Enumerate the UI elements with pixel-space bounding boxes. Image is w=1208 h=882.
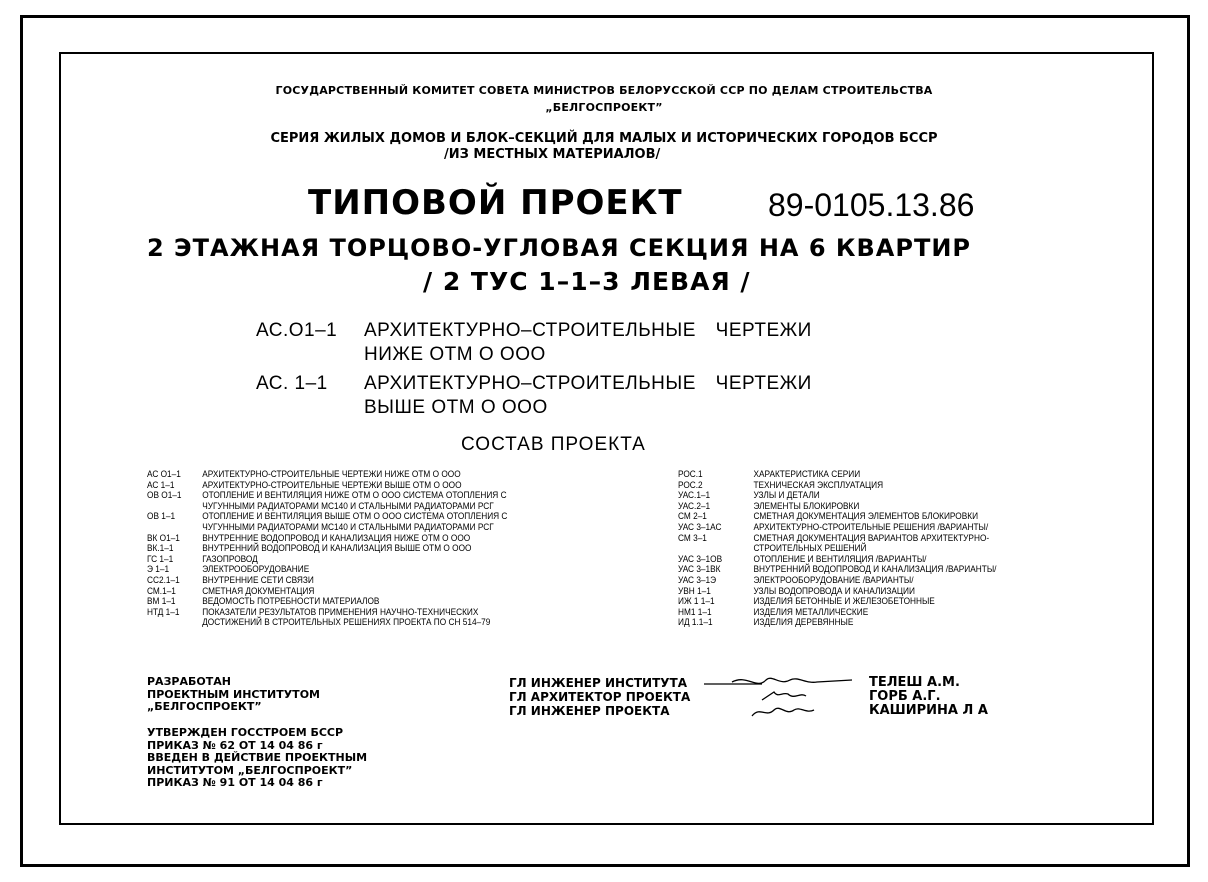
list-item: Э 1–1 ЭЛЕКТРООБОРУДОВАНИЕ	[147, 564, 310, 575]
list-item: ОВ О1–1 ОТОПЛЕНИЕ И ВЕНТИЛЯЦИЯ НИЖЕ ОТМ О ООО СИСТЕМА ОТОПЛЕНИЯ С	[147, 490, 507, 501]
list-item: ВМ 1–1 ВЕДОМОСТЬ ПОТРЕБНОСТИ МАТЕРИАЛОВ	[147, 596, 380, 607]
list-item: УАС 3–1Э ЭЛЕКТРООБОРУДОВАНИЕ /ВАРИАНТЫ/	[678, 574, 914, 585]
composition-heading: СОСТАВ ПРОЕКТА	[461, 434, 646, 455]
list-item: ИД 1.1–1 ИЗДЕЛИЯ ДЕРЕВЯННЫЕ	[678, 617, 854, 628]
list-item: УАС 3–1ВК ВНУТРЕННИЙ ВОДОПРОВОД И КАНАЛИЗАЦИЯ /ВАРИАНТЫ/	[678, 564, 997, 575]
list-item: АС 1–1 АРХИТЕКТУРНО-СТРОИТЕЛЬНЫЕ ЧЕРТЕЖИ ВЫШЕ ОТМ О ООО	[147, 479, 462, 490]
list-item: ОВ 1–1 ОТОПЛЕНИЕ И ВЕНТИЛЯЦИЯ ВЫШЕ ОТМ О ООО СИСТЕМА ОТОПЛЕНИЯ С	[147, 511, 508, 522]
list-item: УАС 3–1ОВ ОТОПЛЕНИЕ И ВЕНТИЛЯЦИЯ /ВАРИАНТЫ/	[678, 553, 927, 564]
subtitle-1: 2 ЭТАЖНАЯ ТОРЦОВО-УГЛОВАЯ СЕКЦИЯ НА 6 КВАРТИР	[147, 234, 972, 262]
list-item: СС2.1–1 ВНУТРЕННИЕ СЕТИ СВЯЗИ	[147, 574, 314, 585]
list-item: СТРОИТЕЛЬНЫХ РЕШЕНИЙ	[753, 543, 867, 554]
list-item: ВК О1–1 ВНУТРЕННИЕ ВОДОПРОВОД И КАНАЛИЗАЦИЯ НИЖЕ ОТМ О ООО	[147, 532, 471, 543]
subtitle-2: / 2 ТУС 1–1–3 ЛЕВАЯ /	[423, 267, 751, 296]
approval-block: УТВЕРЖДЕН ГОССТРОЕМ БССР ПРИКАЗ № 62 ОТ 14 04 86 г ВВЕДЕН В ДЕЙСТВИЕ ПРОЕКТНЫМ ИНСТИТУТОМ „БЕЛГОСПРОЕКТ” ПРИКАЗ № 91 ОТ 14 04 86 г	[147, 726, 368, 789]
committee-line: ГОСУДАРСТВЕННЫЙ КОМИТЕТ СОВЕТА МИНИСТРОВ БЕЛОРУССКОЙ ССР ПО ДЕЛАМ СТРОИТЕЛЬСТВА	[275, 84, 933, 97]
list-item: УАС 3–1АС АРХИТЕКТУРНО-СТРОИТЕЛЬНЫЕ РЕШЕНИЯ /ВАРИАНТЫ/	[678, 521, 989, 532]
list-item: ВК.1–1 ВНУТРЕННИЙ ВОДОПРОВОД И КАНАЛИЗАЦИЯ ВЫШЕ ОТМ О ООО	[147, 543, 472, 554]
volume-2-code: АС. 1–1	[256, 373, 328, 394]
list-item: ИЖ 1 1–1 ИЗДЕЛИЯ БЕТОННЫЕ И ЖЕЛЕЗОБЕТОННЫЕ	[678, 596, 935, 607]
volume-2-title: АРХИТЕКТУРНО–СТРОИТЕЛЬНЫЕ ЧЕРТЕЖИ	[364, 373, 812, 394]
volume-2-subtitle: ВЫШЕ ОТМ О ООО	[364, 397, 548, 418]
list-item: ДОСТИЖЕНИЙ В СТРОИТЕЛЬНЫХ РЕШЕНИЯХ ПРОЕКТА ПО СН 514–79	[202, 617, 491, 628]
list-item: АС О1–1 АРХИТЕКТУРНО-СТРОИТЕЛЬНЫЕ ЧЕРТЕЖИ НИЖЕ ОТМ О ООО	[147, 469, 461, 479]
volume-1-code: АС.О1–1	[256, 320, 338, 341]
title-label: ТИПОВОЙ ПРОЕКТ	[308, 183, 683, 223]
signatory-roles: ГЛ ИНЖЕНЕР ИНСТИТУТА ГЛ АРХИТЕКТОР ПРОЕКТА ГЛ ИНЖЕНЕР ПРОЕКТА	[509, 676, 691, 718]
list-item: СМ 3–1 СМЕТНАЯ ДОКУМЕНТАЦИЯ ВАРИАНТОВ АРХИТЕКТУРНО-	[678, 532, 990, 543]
list-item: НМ1 1–1 ИЗДЕЛИЯ МЕТАЛЛИЧЕСКИЕ	[678, 606, 869, 617]
signatures-drawing	[702, 670, 862, 722]
list-item: РОС.2 ТЕХНИЧЕСКАЯ ЭКСПЛУАТАЦИЯ	[678, 479, 884, 490]
list-item: УАС.2–1 ЭЛЕМЕНТЫ БЛОКИРОВКИ	[678, 500, 860, 511]
series-line-1: СЕРИЯ ЖИЛЫХ ДОМОВ И БЛОК–СЕКЦИЙ ДЛЯ МАЛЫХ И ИСТОРИЧЕСКИХ ГОРОДОВ БССР	[270, 131, 938, 146]
list-item: ГС 1–1 ГАЗОПРОВОД	[147, 553, 258, 564]
list-item: УВН 1–1 УЗЛЫ ВОДОПРОВОДА И КАНАЛИЗАЦИИ	[678, 585, 915, 596]
composition-left-list	[147, 469, 507, 628]
list-item: СМ.1–1 СМЕТНАЯ ДОКУМЕНТАЦИЯ	[147, 585, 315, 596]
project-number: 89-0105.13.86	[768, 187, 975, 223]
developer-block: РАЗРАБОТАН ПРОЕКТНЫМ ИНСТИТУТОМ „БЕЛГОСПРОЕКТ”	[147, 675, 320, 713]
composition-right-list	[678, 469, 996, 628]
list-item: СМ 2–1 СМЕТНАЯ ДОКУМЕНТАЦИЯ ЭЛЕМЕНТОВ БЛОКИРОВКИ	[678, 511, 979, 522]
institute-line: „БЕЛГОСПРОЕКТ”	[545, 101, 663, 114]
list-item: УАС.1–1 УЗЛЫ И ДЕТАЛИ	[678, 490, 820, 501]
volume-1-title: АРХИТЕКТУРНО–СТРОИТЕЛЬНЫЕ ЧЕРТЕЖИ	[364, 320, 812, 341]
series-line-2: /ИЗ МЕСТНЫХ МАТЕРИАЛОВ/	[444, 147, 661, 162]
list-item: НТД 1–1 ПОКАЗАТЕЛИ РЕЗУЛЬТАТОВ ПРИМЕНЕНИЯ НАУЧНО-ТЕХНИЧЕСКИХ	[147, 606, 479, 617]
list-item: ЧУГУННЫМИ РАДИАТОРАМИ МС140 И СТАЛЬНЫМИ РАДИАТОРАМИ РСГ	[202, 521, 494, 532]
signatory-names: ТЕЛЕШ А.М. ГОРБ А.Г. КАШИРИНА Л А	[869, 675, 988, 718]
list-item: ЧУГУННЫМИ РАДИАТОРАМИ МС140 И СТАЛЬНЫМИ РАДИАТОРАМИ РСГ	[202, 500, 494, 511]
list-item: РОС.1 ХАРАКТЕРИСТИКА СЕРИИ	[678, 469, 861, 479]
volume-1-subtitle: НИЖЕ ОТМ О ООО	[364, 344, 546, 365]
